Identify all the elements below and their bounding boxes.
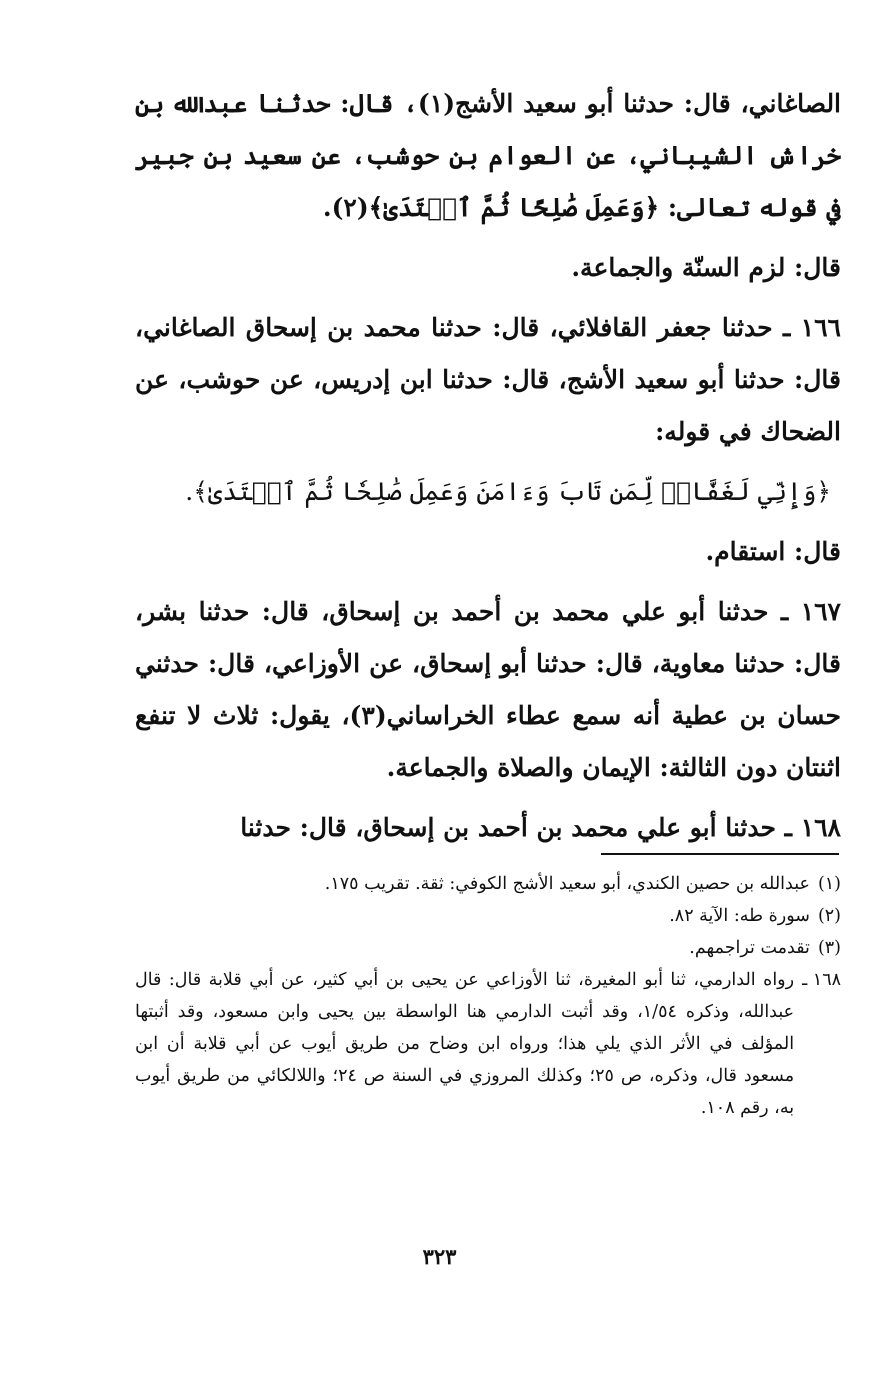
footnote-text: عبدالله بن حصين الكندي، أبو سعيد الأشج الكوفي: ثقة. تقريب ١٧٥. (324, 874, 810, 894)
page-number: ٣٢٣ (422, 1244, 457, 1269)
footnote-item (135, 964, 841, 1124)
footnote-text: رواه الدارمي، ثنا أبو المغيرة، ثنا الأوزاعي عن يحيى بن أبي كثير، عن أبي قلابة قال: قال عبدالله، وذكره ١/٥٤، وقد أثبت الدارمي هنا الواسطة بين يحيى وابن مسعود، وقد أثبتها المؤلف في الأثر الذي يلي هذا؛ ورواه ابن وضاح من طريق أيوب عن أبي قلابة أن ابن مسعود قال، وذكره، ص ٢٥؛ وكذلك المروزي في السنة ص ٢٤؛ واللالكائي من طريق أيوب به، رقم ١٠٨. (135, 970, 795, 1118)
footnote-item (135, 900, 841, 932)
footnote-mark: (٣) (817, 938, 841, 958)
quran-verse: ﴿وَإِنِّي لَغَفَّارٞ لِّمَن تَابَ وَءَامَنَ وَعَمِلَ صَٰلِحٗا ثُمَّ ٱهۡتَدَىٰ﴾. (185, 477, 831, 506)
footnote-mark: (١) (817, 874, 841, 894)
paragraph-narration-168: ١٦٨ ـ حدثنا أبو علي محمد بن أحمد بن إسحاق، قال: حدثنا (240, 813, 841, 842)
paragraph-narration-167: ١٦٧ ـ حدثنا أبو علي محمد بن أحمد بن إسحاق، قال: حدثنا بشر، قال: حدثنا معاوية، قال: حدثنا أبو إسحاق، عن الأوزاعي، قال: حدثني حسان بن عطية أنه سمع عطاء الخراساني(٣)، يقول: ثلاث لا تنفع اثنتان دون الثالثة: الإيمان والصلاة والجماعة. (135, 597, 841, 782)
footnotes (135, 868, 841, 1124)
footnote-mark: (٢) (817, 906, 841, 926)
footnote-text: سورة طه: الآية ٨٢. (669, 906, 810, 926)
paragraph-narration-166: ١٦٦ ـ حدثنا جعفر القافلائي، قال: حدثنا محمد بن إسحاق الصاغاني، قال: حدثنا أبو سعيد الأشج، قال: حدثنا ابن إدريس، عن حوشب، عن الضحاك في قوله: (135, 313, 841, 446)
footnote-text: تقدمت تراجمهم. (689, 938, 810, 958)
footnote-item (135, 932, 841, 964)
main-text (135, 78, 841, 862)
footnote-item (135, 868, 841, 900)
footnote-mark: ١٦٨ ـ (802, 970, 841, 990)
paragraph-commentary-2: قال: استقام. (705, 537, 841, 566)
footnote-divider (601, 853, 839, 855)
paragraph-commentary: قال: لزم السنّة والجماعة. (571, 253, 841, 282)
paragraph-continuation: الصاغاني، قال: حدثنا أبو سعيد الأشج(١)، قال: حدثنا عبدالله بن خراش الشيباني، عن العوام بن حوشب، عن سعيد بن جبير في قوله تعالى: ﴿وَعَمِلَ صَٰلِحًا ثُمَّ ٱهۡتَدَىٰ﴾(٢). (135, 89, 842, 222)
